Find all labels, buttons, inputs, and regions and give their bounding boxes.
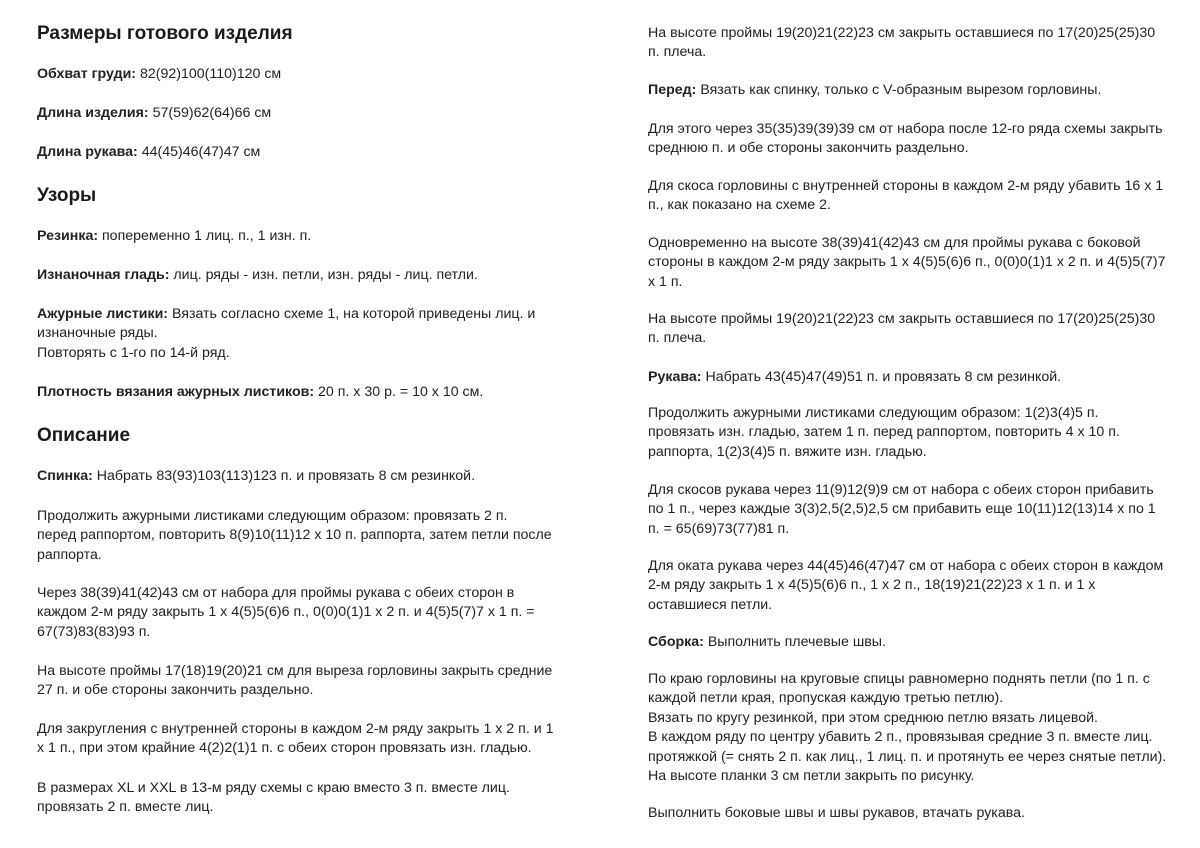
chest-value: 82(92)100(110)120 см (136, 66, 282, 82)
sleeves-label: Рукава: (648, 369, 702, 385)
text-line: В каждом ряду по центру убавить 2 п., провязывая средние 3 п. вместе лиц. (648, 729, 1153, 746)
text-line: стороны в каждом 2-м ряду закрыть 1 х 4(5)5(6)6 п., 0(0)0(1)1 х 2 п. и 4(5)5(7)7 (648, 254, 1166, 271)
text-line: п. = 65(69)73(77)81 п. (648, 520, 790, 537)
lace-line-3: Повторять с 1-го по 14-й ряд. (37, 344, 230, 361)
dimensions-heading: Размеры готового изделия (37, 23, 293, 44)
sleeve-length-label: Длина рукава: (37, 144, 138, 160)
front-p1: Вязать как спинку, только с V-образным вырезом горловины. (696, 82, 1102, 98)
text-line: На высоте проймы 17(18)19(20)21 см для выреза горловины закрыть средние (37, 663, 553, 679)
text-line: протяжкой (= снять 2 п. как лиц., 1 лиц. п. и протянуть ее через снятые петли). (648, 748, 1167, 765)
text-line: Для закругления с внутренней стороны в каждом 2-м ряду закрыть 1 х 2 п. и 1 (37, 721, 554, 737)
front-intro (648, 81, 1173, 100)
assembly-paragraph-2 (648, 670, 1173, 786)
length-label: Длина изделия: (37, 105, 149, 121)
chest-label: Обхват груди: (37, 66, 137, 82)
lace-line-2: изнаночные ряды. (37, 325, 158, 342)
text-line: Вязать по кругу резинкой, при этом среднюю петлю вязать лицевой. (648, 709, 1098, 726)
reverse-stockinette (37, 266, 597, 285)
sleeves-p1: Набрать 43(45)47(49)51 п. и провязать 8 см резинкой. (701, 369, 1062, 385)
text-line: Через 38(39)41(42)43 см от набора для проймы рукава с обеих сторон в (37, 585, 515, 601)
text-line: 27 п. и обе стороны закончить раздельно. (37, 682, 314, 699)
sleeves-paragraph-3 (648, 481, 1173, 539)
text-line: каждой петли края, пропуская каждую третью петлю). (648, 690, 1004, 707)
assembly-intro (648, 633, 1173, 652)
gauge (37, 383, 597, 402)
front-paragraph-4 (648, 234, 1173, 292)
front-paragraph-3 (648, 177, 1173, 216)
text-line: Продолжить ажурными листиками следующим образом: провязать 2 п. (37, 508, 508, 524)
assembly-p1: Выполнить плечевые швы. (703, 634, 886, 650)
back-paragraph-7 (648, 24, 1173, 63)
sleeves-intro (648, 368, 1173, 387)
text-line: Для оката рукава через 44(45)46(47)47 см от набора с обеих сторон в каждом (648, 558, 1164, 574)
front-paragraph-2 (648, 120, 1173, 159)
sleeves-paragraph-2 (648, 404, 1173, 462)
text-line: Для этого через 35(35)39(39)39 см от набора после 12-го ряда схемы закрыть (648, 121, 1163, 137)
front-label: Перед: (648, 82, 697, 98)
text-line: раппорта. (37, 546, 102, 563)
back-paragraph-6 (37, 779, 597, 818)
text-line: каждом 2-м ряду закрыть 1 х 4(5)5(6)6 п., 0(0)0(1)1 х 2 п. и 4(5)5(7)7 х 1 п. = (37, 604, 535, 621)
text-line: перед раппортом, повторить 8(9)10(11)12 х 10 п. раппорта, затем петли после (37, 527, 552, 544)
rib-pattern (37, 227, 597, 246)
text-line: провязать 2 п. вместе лиц. (37, 799, 214, 816)
assembly-paragraph-3: Выполнить боковые швы и швы рукавов, втачать рукава. (648, 805, 1025, 821)
sleeves-paragraph-4 (648, 557, 1173, 615)
length-size (37, 104, 597, 123)
lace-line-1: Вязать согласно схеме 1, на которой приведены лиц. и (168, 306, 536, 322)
description-heading: Описание (37, 425, 131, 446)
text-line: п., как показано на схеме 2. (648, 197, 831, 214)
sleeve-size (37, 143, 597, 162)
lace-pattern (37, 305, 597, 363)
rib-value: попеременно 1 лиц. п., 1 изн. п. (98, 228, 312, 244)
gauge-value: 20 п. х 30 р. = 10 х 10 см. (314, 384, 484, 400)
text-line: х 1 п., при этом крайние 4(2)2(1)1 п. с обеих сторон провязать изн. гладью. (37, 740, 532, 757)
patterns-heading: Узоры (37, 185, 97, 206)
text-line: Для скоса горловины с внутренней стороны в каждом 2-м ряду убавить 16 х 1 (648, 178, 1164, 194)
text-line: провязать изн. гладью, затем 1 п. перед раппортом, повторить 4 х 10 п. (648, 424, 1120, 441)
text-line: п. плеча. (648, 330, 707, 347)
text-line: В размерах XL и XXL в 13-м ряду схемы с краю вместо 3 п. вместе лиц. (37, 780, 510, 796)
text-line: среднюю п. и обе стороны закончить раздельно. (648, 140, 969, 157)
back-intro (37, 467, 597, 486)
rib-label: Резинка: (37, 228, 99, 244)
sleeve-length-value: 44(45)46(47)47 см (137, 144, 261, 160)
text-line: Одновременно на высоте 38(39)41(42)43 см для проймы рукава с боковой (648, 235, 1141, 251)
length-value: 57(59)62(64)66 см (148, 105, 272, 121)
text-line: На высоте планки 3 см петли закрыть по рисунку. (648, 768, 975, 785)
text-line: На высоте проймы 19(20)21(22)23 см закрыть оставшиеся по 17(20)25(25)30 (648, 311, 1156, 327)
front-paragraph-5 (648, 310, 1173, 349)
lace-label: Ажурные листики: (37, 306, 169, 322)
text-line: На высоте проймы 19(20)21(22)23 см закрыть оставшиеся по 17(20)25(25)30 (648, 25, 1156, 41)
back-paragraph-4 (37, 662, 597, 701)
gauge-label: Плотность вязания ажурных листиков: (37, 384, 315, 400)
text-line: 2-м ряду закрыть 1 х 4(5)5(6)6 п., 1 х 2 п., 18(19)21(22)23 х 1 п. и 1 х (648, 577, 1096, 594)
text-line: раппорта, 1(2)3(4)5 п. вяжите изн. гладью. (648, 443, 927, 460)
back-paragraph-5 (37, 720, 597, 759)
text-line: Для скосов рукава через 11(9)12(9)9 см от набора с обеих сторон прибавить (648, 482, 1154, 498)
text-line: по 1 п., через каждые 3(3)2,5(2,5)2,5 см прибавить еще 10(11)12(13)14 х по 1 (648, 501, 1156, 518)
back-p1: Набрать 83(93)103(113)123 п. и провязать 8 см резинкой. (92, 468, 476, 484)
text-line: х 1 п. (648, 273, 683, 290)
text-line: оставшиеся петли. (648, 596, 773, 613)
chest-size (37, 65, 597, 84)
text-line: По краю горловины на круговые спицы равномерно поднять петли (по 1 п. с (648, 671, 1150, 687)
back-paragraph-3 (37, 584, 597, 642)
back-label: Спинка: (37, 468, 93, 484)
text-line: 67(73)83(83)93 п. (37, 623, 151, 640)
reverse-label: Изнаночная гладь: (37, 267, 170, 283)
reverse-value: лиц. ряды - изн. петли, изн. ряды - лиц. петли. (169, 267, 478, 283)
assembly-label: Сборка: (648, 634, 704, 650)
text-line: Продолжить ажурными листиками следующим образом: 1(2)3(4)5 п. (648, 405, 1099, 421)
back-paragraph-2 (37, 507, 597, 565)
text-line: п. плеча. (648, 44, 707, 61)
